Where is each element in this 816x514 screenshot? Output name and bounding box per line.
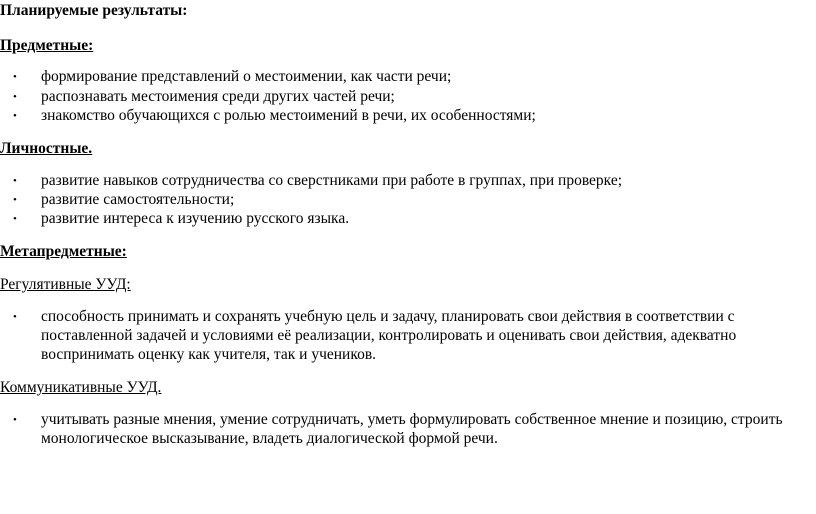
list-item-text-line: воспринимать оценку как учителя, так и учеников. [41,346,377,363]
bullet-icon: • [13,91,17,103]
bullet-icon: • [13,194,17,206]
bullet-icon: • [13,110,17,122]
bullet-icon: • [13,311,17,323]
list-item-text: распознавать местоимения среди других частей речи; [41,88,395,105]
list-item-text-line: монологическое высказывание, владеть диалогической формой речи. [41,430,498,447]
list-item-text: знакомство обучающихся с ролью местоимений в речи, их особенностями; [41,107,536,124]
list-item-text-line: учитывать разные мнения, умение сотрудничать, уметь формулировать собственное мнение и позицию, строить [41,411,783,428]
section-title-personal: Личностные. [0,140,93,157]
bullet-icon: • [13,414,17,426]
bullet-icon: • [13,175,17,187]
list-item-text-line: поставленной задачей и условиями её реализации, контролировать и оценивать свои действия, адекватно [41,327,737,344]
subsection-title-regulatory: Регулятивные УУД: [0,276,131,293]
bullet-icon: • [13,213,17,225]
list-item-text: развитие интереса к изучению русского языка. [41,210,350,227]
list-item-text: развитие самостоятельности; [41,191,235,208]
list-item-text: формирование представлений о местоимении, как части речи; [41,68,452,85]
list-item-text-line: способность принимать и сохранять учебную цель и задачу, планировать свои действия в соответствии с [41,308,735,325]
subsection-title-communicative: Коммуникативные УУД. [0,379,162,396]
section-title-subject: Предметные: [0,37,94,54]
bullet-icon: • [13,71,17,83]
section-title-meta: Метапредметные: [0,243,127,260]
page-heading: Планируемые результаты: [0,2,188,19]
list-item-text: развитие навыков сотрудничества со сверстниками при работе в группах, при проверке; [41,172,623,189]
